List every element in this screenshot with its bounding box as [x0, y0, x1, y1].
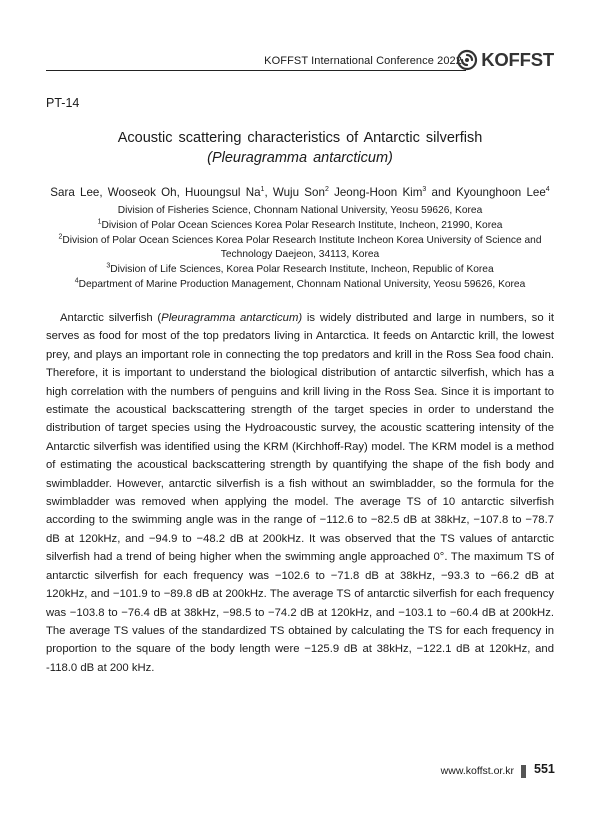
affiliation-text: Division of Polar Ocean Sciences Korea Polar Research Institute, Incheon, 21990, Korea [101, 220, 503, 231]
affiliation-text: Division of Fisheries Science, Chonnam National University, Yeosu 59626, Korea [117, 205, 483, 216]
author: Jeong-Hoon Kim [328, 186, 423, 199]
author-list [46, 186, 554, 199]
koffst-logo [455, 48, 554, 72]
affiliation-text: Division of Polar Ocean Sciences Korea Polar Research Institute Incheon Korea University of Science and Technology Daejeon, 34113, Korea [62, 235, 542, 260]
conference-name: KOFFST International Conference 2022 [264, 55, 462, 67]
abstract-species: Pleuragramma antarcticum) [161, 312, 303, 324]
abstract-body [46, 309, 554, 677]
affiliation-sup: 3 [106, 262, 111, 270]
logo-text: KOFFST [481, 49, 554, 70]
abstract-text: Antarctic silverfish ( [60, 312, 162, 324]
page-header [46, 48, 554, 74]
author-sup: 3 [422, 186, 427, 194]
affiliation-sup: 1 [97, 218, 102, 226]
swirl-logo-icon [455, 48, 479, 72]
author-sup: 2 [324, 186, 329, 194]
footer-divider [521, 765, 526, 778]
paper-code: PT-14 [46, 96, 80, 110]
affiliation [46, 219, 554, 233]
paper-title-species: (Pleuragramma antarcticum) [207, 150, 393, 166]
affiliation [46, 263, 554, 277]
author-sup: 1 [260, 186, 265, 194]
affiliation [46, 234, 554, 262]
header-rule [46, 70, 466, 71]
affiliation-text: Division of Life Sciences, Korea Polar Research Institute, Incheon, Republic of Korea [110, 264, 494, 275]
author-sup: 4 [545, 186, 550, 194]
affiliation-text: Department of Marine Production Management, Chonnam National University, Yeosu 59626, Korea [78, 279, 526, 290]
affiliation-sup: 2 [58, 233, 63, 241]
page-number: 551 [534, 762, 555, 776]
author: and Kyounghoon Lee [426, 186, 546, 199]
author: Huoungsul Na [185, 186, 261, 199]
affiliation [46, 278, 554, 292]
author: , Wuju Son [264, 186, 325, 199]
footer-url: www.koffst.or.kr [440, 765, 514, 777]
affiliation [46, 204, 554, 218]
abstract-text: is widely distributed and large in numbers, so it serves as food for most of the top predators living in Antarctica. It feeds on Antarctic krill, the lowest prey, and plays an important role in connecting the top predators and krill in the Ross Sea food chain. Therefore, it is important to understand the biological distribution of antarctic silverfish, which has a high correlation with the numbers of penguins and krill living in the Ross Sea. Since it is important to estimate the acoustical backscattering strength of the target species in order to understand the distribution of target species using the Hydroacoustic survey, the acoustic scattering intensity of the Antarctic silverfish was identified using the KRM (Kirchhoff-Ray) model. The KRM model is a method of estimating the acoustical backscattering strength by quantifying the shape of the fish body and swimbladder. However, antarctic silverfish is a fish without an swimbladder, so the formula for the swimbladder was removed when applying the model. The average TS of 10 antarctic silverfish according to the swimming angle was in the range of −112.6 to −82.5 dB at 38kHz, −107.8 to −78.7 dB at 120kHz, and −94.9 to −48.2 dB at 200kHz. It was observed that the TS values of antarctic silverfish had a trend of being higher when the swimming angle approached 0°. The maximum TS of antarctic silverfish for each frequency was −102.6 to −71.8 dB at 38kHz, −93.3 to −66.2 dB at 120kHz, and −101.9 to −89.8 dB at 200kHz. The average TS of antarctic silverfish for each frequency was −103.8 to −76.4 dB at 38kHz, −98.5 to −74.2 dB at 120kHz, and −103.1 to −60.4 dB at 200kHz. The average TS values of the standardized TS obtained by calculating the TS for each frequency in proportion to the square of the body length were −125.9 dB at 38kHz, −122.1 dB at 120kHz, and -118.0 dB at 200 kHz. [46, 312, 555, 674]
affiliation-sup: 4 [74, 277, 79, 285]
author: Sara Lee, [50, 186, 108, 199]
author: Wooseok Oh, [107, 186, 186, 199]
paper-title: Acoustic scattering characteristics of Antarctic silverfish [117, 130, 483, 146]
